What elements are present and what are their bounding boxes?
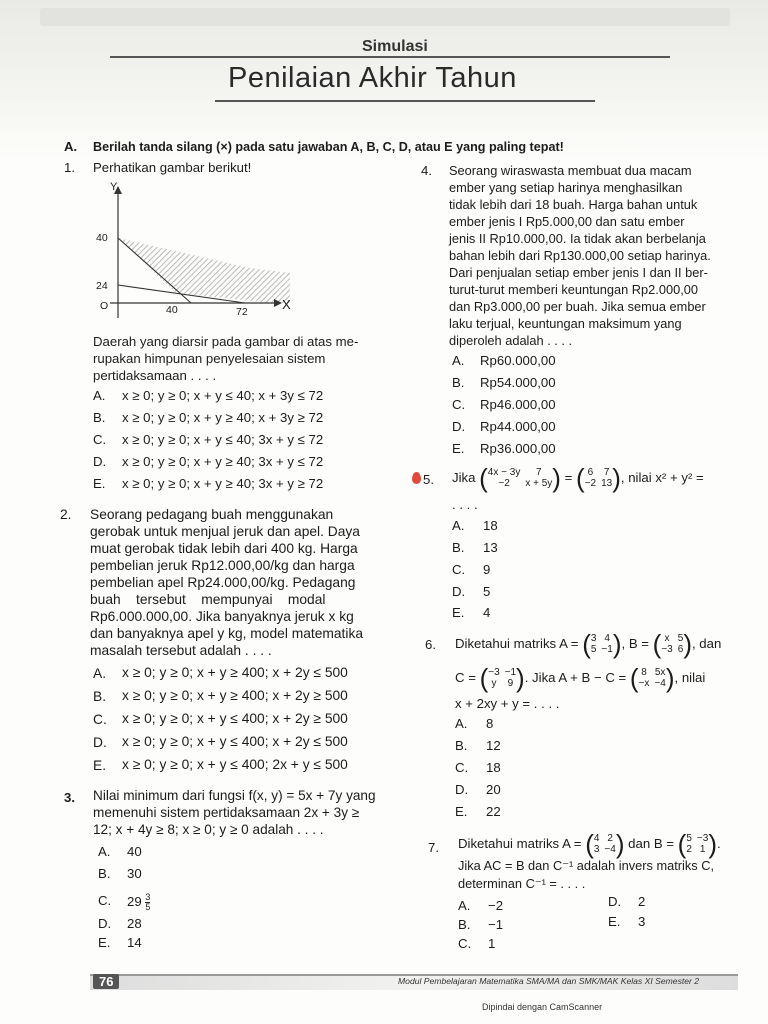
q1-option-text[interactable]: x ≥ 0; y ≥ 0; x + y ≤ 40; 3x + y ≤ 72 bbox=[122, 432, 324, 447]
q2-stem-line: masalah tersebut adalah . . . . bbox=[90, 643, 272, 658]
q2-number: 2. bbox=[60, 507, 72, 522]
q1-option-label[interactable]: B. bbox=[93, 410, 106, 425]
matrix-cell: −x bbox=[638, 678, 650, 689]
q2-option-label[interactable]: A. bbox=[93, 666, 107, 681]
q6-option-text[interactable]: 22 bbox=[486, 804, 501, 819]
q4-stem-line: laku terjual, keuntungan maksimum yang bbox=[449, 316, 682, 331]
q3-option-text[interactable]: 40 bbox=[127, 844, 142, 859]
matrix-bracket-right: ) bbox=[665, 663, 675, 693]
q7-option-label[interactable]: B. bbox=[458, 917, 471, 932]
q1-option-label[interactable]: A. bbox=[93, 388, 106, 403]
q5-matrix-right bbox=[576, 463, 621, 493]
matrix-bracket-left: ( bbox=[479, 663, 489, 693]
header-simulasi: Simulasi bbox=[362, 38, 428, 55]
q4-stem-line: turut-turut memberi keuntungan Rp2.000,00 bbox=[449, 282, 698, 297]
q1-stem-line: rupakan himpunan penyelesaian sistem bbox=[93, 351, 326, 366]
q1-option-label[interactable]: C. bbox=[93, 432, 107, 447]
q7-line-3: determinan C⁻¹ = . . . . bbox=[458, 876, 586, 891]
q6-text: C = bbox=[455, 670, 476, 685]
q6-option-label[interactable]: C. bbox=[455, 760, 469, 775]
q1-number: 1. bbox=[64, 160, 75, 175]
q3-number: 3. bbox=[64, 790, 75, 805]
q4-stem-line: Seorang wiraswasta membuat dua macam bbox=[449, 163, 692, 178]
q5-jika: Jika bbox=[452, 470, 476, 485]
q6-text: . Jika A + B − C = bbox=[524, 670, 627, 685]
matrix-cell: 8 bbox=[641, 667, 647, 678]
q4-option-text[interactable]: Rp36.000,00 bbox=[480, 441, 556, 456]
q3-option-label[interactable]: D. bbox=[98, 916, 112, 931]
q2-option-text[interactable]: x ≥ 0; y ≥ 0; x + y ≥ 400; x + 2y ≥ 500 bbox=[122, 688, 348, 703]
matrix-cell: −3 bbox=[661, 644, 673, 655]
matrix-cell: 2 bbox=[686, 844, 692, 855]
matrix-cell: 4 bbox=[604, 633, 610, 644]
q7-option-text[interactable]: 2 bbox=[638, 894, 646, 909]
scanner-watermark: Dipindai dengan CamScanner bbox=[482, 1002, 603, 1012]
q6-option-text[interactable]: 12 bbox=[486, 738, 501, 753]
q1-y-tick-40: 40 bbox=[96, 232, 108, 244]
section-instruction: Berilah tanda silang (×) pada satu jawaban A, B, C, D, atau E yang paling tepat! bbox=[93, 140, 564, 154]
q5-option-label[interactable]: A. bbox=[452, 518, 465, 533]
matrix-cell: 9 bbox=[507, 678, 514, 689]
q4-stem-line: ember jenis I Rp5.000,00 dan satu ember bbox=[449, 214, 685, 229]
matrix-cell: 4 bbox=[593, 833, 600, 844]
q4-option-label[interactable]: B. bbox=[452, 375, 465, 390]
matrix-cell: 13 bbox=[601, 478, 613, 489]
q3-option-text[interactable]: 30 bbox=[127, 866, 142, 881]
matrix-cell: −2 bbox=[584, 478, 597, 489]
matrix-bracket-left: ( bbox=[582, 629, 591, 659]
q7-option-label[interactable]: D. bbox=[608, 894, 622, 909]
q3-option-text[interactable]: 28 bbox=[127, 916, 142, 931]
q1-graph bbox=[90, 178, 300, 324]
q5-equals: = bbox=[564, 470, 573, 485]
q2-option-text[interactable]: x ≥ 0; y ≥ 0; x + y ≤ 400; x + 2y ≤ 500 bbox=[122, 734, 348, 749]
q2-option-text[interactable]: x ≥ 0; y ≥ 0; x + y ≥ 400; x + 2y ≤ 500 bbox=[122, 665, 348, 680]
q6-option-label[interactable]: E. bbox=[455, 804, 468, 819]
q1-stem-line: pertidaksamaan . . . . bbox=[93, 368, 217, 383]
q6-option-label[interactable]: D. bbox=[455, 782, 469, 797]
q6-matrix-c bbox=[479, 663, 525, 693]
q4-stem-line: tidak lebih dari 18 buah. Harga bahan untuk bbox=[449, 197, 698, 212]
q5-option-text[interactable]: 4 bbox=[483, 605, 491, 620]
q5-matrix-left bbox=[479, 463, 561, 493]
q1-shaded-region bbox=[118, 238, 290, 303]
q4-option-label[interactable]: C. bbox=[452, 397, 466, 412]
q7-option-text[interactable]: −1 bbox=[488, 917, 504, 932]
fraction-denominator: 5 bbox=[145, 902, 151, 912]
q3-stem-line: 12; x + 4y ≥ 8; x ≥ 0; y ≥ 0 adalah . . . . bbox=[93, 822, 324, 837]
q7-option-text[interactable]: 1 bbox=[488, 936, 496, 951]
q3-option-label[interactable]: C. bbox=[98, 893, 112, 908]
q2-stem-line: pembelian jeruk Rp12.000,00/kg dan harga bbox=[90, 558, 355, 573]
q2-stem-line: buah tersebut mempunyai modal bbox=[90, 592, 326, 607]
q7-option-label[interactable]: C. bbox=[458, 936, 472, 951]
q5-option-label[interactable]: C. bbox=[452, 562, 466, 577]
q1-x-label: X bbox=[282, 297, 291, 312]
matrix-cell: −1 bbox=[504, 667, 517, 678]
matrix-bracket-left: ( bbox=[585, 829, 594, 859]
q2-option-label[interactable]: C. bbox=[93, 712, 107, 727]
q7-option-text[interactable]: −2 bbox=[488, 898, 504, 913]
q4-option-label[interactable]: A. bbox=[452, 353, 465, 368]
q2-option-label[interactable]: B. bbox=[93, 689, 107, 704]
q1-x-tick-72: 72 bbox=[236, 306, 248, 318]
matrix-cell: 1 bbox=[699, 844, 706, 855]
page-number: 76 bbox=[93, 974, 119, 989]
q2-stem-line: Rp6.000.000,00. Jika banyaknya jeruk x kg bbox=[90, 609, 354, 624]
q6-option-text[interactable]: 8 bbox=[486, 716, 494, 731]
q6-matrix-result bbox=[629, 663, 675, 693]
q5-option-label[interactable]: D. bbox=[452, 584, 466, 599]
q1-intro: Perhatikan gambar berikut! bbox=[93, 160, 252, 175]
q1-x-tick-40: 40 bbox=[166, 304, 178, 316]
q2-option-text[interactable]: x ≥ 0; y ≥ 0; x + y ≤ 400; x + 2y ≥ 500 bbox=[122, 711, 348, 726]
q4-stem-line: jenis II Rp10.000,00. Ia tidak akan berbelanja bbox=[449, 231, 706, 246]
q3-option-label[interactable]: B. bbox=[98, 866, 111, 881]
q5-option-text[interactable]: 5 bbox=[483, 584, 491, 599]
header-decoration bbox=[40, 8, 730, 26]
q4-stem-line: ember yang setiap harinya menghasilkan bbox=[449, 180, 683, 195]
q6-line-2 bbox=[455, 663, 705, 693]
header-rule bbox=[110, 56, 670, 58]
q4-option-label[interactable]: E. bbox=[452, 441, 465, 456]
matrix-bracket-left: ( bbox=[629, 663, 639, 693]
matrix-cell: −2 bbox=[498, 478, 510, 489]
q3-stem-line: memenuhi sistem pertidaksamaan 2x + 3y ≥ bbox=[93, 805, 360, 820]
q1-y-label: Y bbox=[110, 181, 118, 193]
q5-option-text[interactable]: 9 bbox=[483, 562, 491, 577]
q2-stem-line: dan banyaknya apel y kg, model matematika bbox=[90, 626, 364, 641]
matrix-cell: −3 bbox=[696, 833, 709, 844]
matrix-bracket-right: ) bbox=[612, 463, 621, 493]
matrix-cell: 3 bbox=[590, 633, 597, 644]
q3-option-text: 29 bbox=[127, 893, 142, 909]
q4-stem-line: bahan lebih dari Rp130.000,00 setiap harinya. bbox=[449, 248, 711, 263]
q5-option-text[interactable]: 18 bbox=[483, 518, 498, 533]
matrix-bracket-right: ) bbox=[612, 629, 622, 659]
matrix-cell: 7 bbox=[603, 467, 610, 478]
q1-option-text[interactable]: x ≥ 0; y ≥ 0; x + y ≥ 40; 3x + y ≥ 72 bbox=[122, 476, 324, 491]
q6-text: , dan bbox=[691, 636, 722, 651]
q7-text: Diketahui matriks A = bbox=[458, 836, 582, 851]
q5-option-label[interactable]: E. bbox=[452, 605, 465, 620]
q4-stem-line: diperoleh adalah . . . . bbox=[449, 333, 573, 348]
matrix-bracket-left: ( bbox=[652, 629, 662, 659]
q3-option-label[interactable]: A. bbox=[98, 844, 111, 859]
q1-option-label[interactable]: E. bbox=[93, 476, 106, 491]
q3-option-fraction bbox=[145, 893, 150, 912]
matrix-cell: x bbox=[664, 633, 670, 644]
matrix-cell: y bbox=[491, 678, 497, 689]
q1-option-label[interactable]: D. bbox=[93, 454, 107, 469]
q6-text: , B = bbox=[621, 636, 649, 651]
q4-option-label[interactable]: D. bbox=[452, 419, 466, 434]
bookmark-marker-icon bbox=[412, 472, 421, 484]
matrix-cell: −1 bbox=[601, 644, 613, 655]
q6-text: Diketahui matriks A = bbox=[455, 636, 579, 651]
matrix-cell: 5 bbox=[686, 833, 692, 844]
matrix-cell: 5x bbox=[654, 667, 666, 678]
matrix-cell: 3 bbox=[593, 844, 600, 855]
q6-number: 6. bbox=[425, 637, 436, 652]
q6-option-label[interactable]: B. bbox=[455, 738, 468, 753]
q5-option-label[interactable]: B. bbox=[452, 540, 465, 555]
q2-option-label[interactable]: D. bbox=[93, 735, 107, 750]
matrix-cell: −4 bbox=[654, 678, 666, 689]
fraction-numerator: 3 bbox=[145, 892, 151, 902]
q5-option-text[interactable]: 13 bbox=[483, 540, 498, 555]
q4-option-text[interactable]: Rp54.000,00 bbox=[480, 375, 556, 390]
q6-matrix-a bbox=[582, 629, 622, 659]
q6-matrix-b bbox=[652, 629, 692, 659]
q1-origin: O bbox=[100, 300, 109, 312]
matrix-cell: 5 bbox=[677, 633, 684, 644]
q1-y-tick-24: 24 bbox=[96, 280, 108, 292]
matrix-bracket-right: ) bbox=[683, 629, 692, 659]
q6-text: , nilai bbox=[674, 670, 706, 685]
q6-line-3: x + 2xy + y = . . . . bbox=[455, 696, 560, 711]
q7-line-2: Jika AC = B dan C⁻¹ adalah invers matriks C, bbox=[458, 858, 715, 873]
matrix-bracket-left: ( bbox=[677, 829, 687, 859]
q2-stem-line: pembelian apel Rp24.000,00/kg. Pedagang bbox=[90, 575, 356, 590]
q1-option-text[interactable]: x ≥ 0; y ≥ 0; x + y ≤ 40; x + 3y ≤ 72 bbox=[122, 388, 324, 403]
q7-text: dan B = bbox=[628, 836, 674, 851]
page-title: Penilaian Akhir Tahun bbox=[228, 62, 517, 94]
q7-text: . bbox=[716, 836, 721, 851]
q5-number: 5. bbox=[423, 472, 434, 487]
matrix-bracket-left: ( bbox=[576, 463, 585, 493]
q7-matrix-a bbox=[585, 829, 625, 859]
q7-line-1 bbox=[458, 829, 721, 859]
q3-stem-line: Nilai minimum dari fungsi f(x, y) = 5x + 7y yang bbox=[93, 788, 376, 803]
q3-option-label[interactable]: E. bbox=[98, 935, 111, 950]
q5-tail: , nilai x² + y² = bbox=[620, 470, 704, 485]
matrix-cell: −3 bbox=[488, 667, 500, 678]
q6-option-text[interactable]: 18 bbox=[486, 760, 501, 775]
q1-stem-line: Daerah yang diarsir pada gambar di atas me- bbox=[93, 334, 359, 349]
q5-equation bbox=[452, 463, 704, 493]
q4-stem-line: dan Rp3.000,00 per buah. Jika semua ember bbox=[449, 299, 706, 314]
matrix-bracket-right: ) bbox=[552, 463, 561, 493]
q2-stem-line: muat gerobak tidak lebih dari 400 kg. Harga bbox=[90, 541, 358, 556]
q2-option-text[interactable]: x ≥ 0; y ≥ 0; x + y ≤ 400; 2x + y ≤ 500 bbox=[122, 757, 348, 772]
q4-stem-line: Dari penjualan setiap ember jenis I dan II ber- bbox=[449, 265, 708, 280]
matrix-cell: 7 bbox=[536, 467, 542, 478]
q2-option-label[interactable]: E. bbox=[93, 758, 107, 773]
q4-option-text[interactable]: Rp46.000,00 bbox=[480, 397, 556, 412]
q1-option-text[interactable]: x ≥ 0; y ≥ 0; x + y ≥ 40; 3x + y ≤ 72 bbox=[122, 454, 324, 469]
q6-option-label[interactable]: A. bbox=[455, 716, 468, 731]
matrix-cell: x + 5y bbox=[525, 478, 553, 489]
q2-stem-line: gerobak untuk menjual jeruk dan apel. Daya bbox=[90, 524, 360, 539]
q7-option-label[interactable]: A. bbox=[458, 898, 471, 913]
q2-stem-line: Seorang pedagang buah menggunakan bbox=[90, 507, 334, 522]
section-label: A. bbox=[64, 139, 78, 154]
matrix-cell: 5 bbox=[590, 644, 597, 655]
q6-option-text[interactable]: 20 bbox=[486, 782, 501, 797]
matrix-bracket-right: ) bbox=[708, 829, 717, 859]
q6-line-1 bbox=[455, 629, 721, 659]
matrix-bracket-left: ( bbox=[479, 463, 488, 493]
q3-option-c[interactable] bbox=[127, 893, 150, 912]
matrix-cell: 2 bbox=[607, 833, 613, 844]
footer-text: Modul Pembelajaran Matematika SMA/MA dan SMK/MAK Kelas XI Semester 2 bbox=[398, 976, 700, 986]
q7-option-label[interactable]: E. bbox=[608, 914, 621, 929]
matrix-bracket-right: ) bbox=[516, 663, 525, 693]
matrix-cell: 4x − 3y bbox=[487, 467, 521, 478]
q7-matrix-b bbox=[677, 829, 717, 859]
q7-option-text[interactable]: 3 bbox=[638, 914, 646, 929]
matrix-cell: 6 bbox=[677, 644, 684, 655]
q3-option-text[interactable]: 14 bbox=[127, 935, 142, 950]
q4-option-text[interactable]: Rp44.000,00 bbox=[480, 419, 556, 434]
title-underline bbox=[215, 100, 595, 102]
matrix-cell: 6 bbox=[587, 467, 594, 478]
q4-number: 4. bbox=[421, 163, 432, 178]
q1-option-text[interactable]: x ≥ 0; y ≥ 0; x + y ≥ 40; x + 3y ≥ 72 bbox=[122, 410, 324, 425]
q4-option-text[interactable]: Rp60.000,00 bbox=[480, 353, 556, 368]
q7-number: 7. bbox=[428, 840, 439, 855]
matrix-bracket-right: ) bbox=[615, 829, 625, 859]
q5-dots: . . . . bbox=[452, 497, 478, 512]
matrix-cell: −4 bbox=[604, 844, 616, 855]
